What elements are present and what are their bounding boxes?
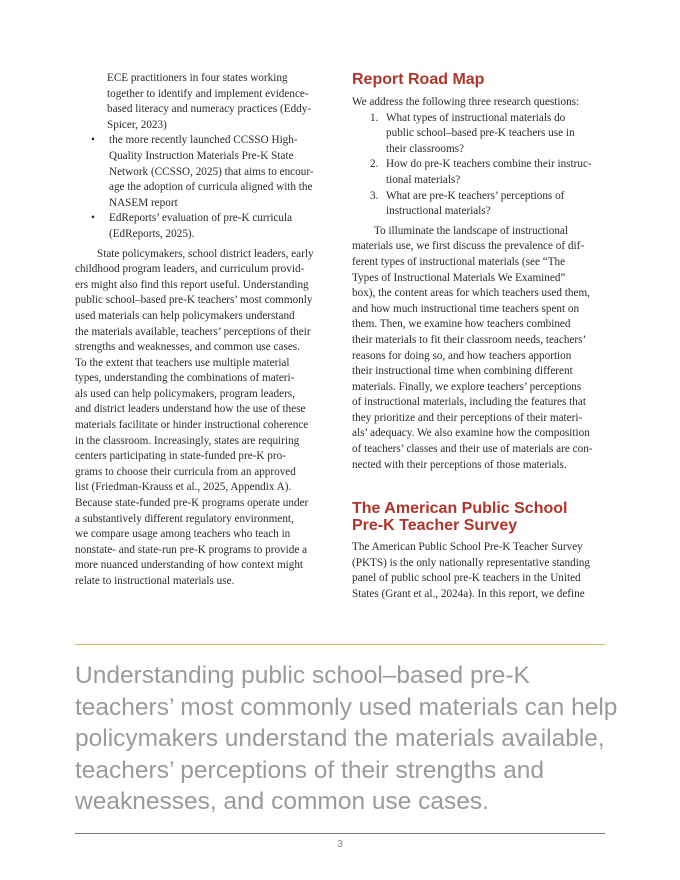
question-item [352,157,610,188]
text-line: NASEM report [109,196,178,209]
question-item [352,111,610,158]
text-line: and how much instructional time teachers spent on [352,302,580,315]
text-line: States (Grant et al., 2024a). In this report, we define [352,588,585,601]
text-line: we compare usage among teachers who teach in [75,528,291,541]
text-line: teachers’ perceptions of their strengths and [75,756,544,784]
text-line: panel of public school pre-K teachers in the United [352,572,581,585]
text-line: they prioritize and their perceptions of their materi- [352,411,583,424]
text-line: nonstate- and state-run pre-K programs to provide a [75,543,308,556]
pull-quote [75,660,635,818]
text-line: in the classroom. Increasingly, states are requiring [75,434,300,447]
roadmap-heading: Report Road Map [352,71,485,88]
text-line: types, understanding the combinations of materi- [75,372,295,385]
text-line: What types of instructional materials do [386,111,566,124]
text-line: more nuanced understanding of how context might [75,559,304,572]
footer-rule [75,833,605,834]
text-line: public school–based pre-K teachers’ most commonly [75,294,313,307]
right-column [352,71,610,603]
text-line: Because state-funded pre-K programs operate under [75,497,309,510]
bullet-icon: • [91,134,95,147]
continued-bullet [75,71,330,133]
roadmap-intro: We address the following three research questions: [352,96,580,108]
text-line: the materials available, teachers’ perceptions of their [75,325,311,338]
text-line: their instructional time when combining different [352,365,573,378]
text-line: How do pre-K teachers combine their instruc- [386,158,592,171]
text-line: box), the content areas for which teachers used them, [352,287,590,300]
survey-paragraph [352,540,610,602]
text-line: Spicer, 2023) [107,118,167,131]
text-line: To the extent that teachers use multiple material [75,356,290,369]
text-line: based literacy and numeracy practices (Eddy- [107,103,312,116]
text-line: Types of Instructional Materials We Examined” [352,271,566,284]
text-line: State policymakers, school district leaders, early [97,247,314,260]
text-line: used materials can help policymakers understand [75,309,295,322]
bullet-item [75,211,330,242]
text-line: their classrooms? [386,142,464,155]
question-number: 2. [370,158,379,171]
text-line: reasons for doing so, and how teachers apportion [352,349,572,362]
text-line: nected with their perceptions of those materials. [352,458,567,471]
body-paragraph [75,247,330,590]
text-line: a substantively different regulatory environment, [75,512,294,525]
text-line: ECE practitioners in four states working [107,72,288,84]
text-line: of teachers’ classes and their use of materials are con- [352,443,593,456]
text-line: public school–based pre-K teachers use in [386,127,575,140]
text-line: relate to instructional materials use. [75,575,235,587]
text-line: (EdReports, 2025). [109,227,195,240]
text-line: grams to choose their curricula from an approved [75,465,296,478]
pull-quote-top-rule [75,644,605,645]
question-number: 1. [370,111,379,124]
text-line: What are pre-K teachers’ perceptions of [386,189,565,202]
text-line: and district leaders understand how the use of these [75,403,306,416]
research-questions-list [352,111,610,220]
text-line: materials facilitate or hinder instructional coherence [75,419,309,432]
page-number: 3 [337,839,343,850]
text-line: The American Public School Pre-K Teacher Survey [352,541,583,554]
text-line: materials use, we first discuss the prevalence of dif- [352,240,585,253]
text-line: (PKTS) is the only nationally representative standing [352,556,590,569]
question-item [352,189,610,220]
text-line: ers might also find this report useful. Understanding [75,278,309,291]
text-line: the more recently launched CCSSO High- [109,134,298,147]
text-line: To illuminate the landscape of instructional [374,224,569,237]
text-line: als used can help policymakers, program leaders, [75,387,295,400]
text-line: teachers’ most commonly used materials can help [75,693,618,721]
text-line: The American Public School [352,500,568,518]
text-line: Quality Instruction Materials Pre-K State [109,149,294,162]
text-line: them. Then, we examine how teachers combined [352,318,571,331]
bullet-item [75,133,330,211]
text-line: Understanding public school–based pre-K [75,662,530,689]
text-line: materials. Finally, we explore teachers’ perceptions [352,380,582,393]
text-line: Network (CCSSO, 2025) that aims to encour- [109,165,314,178]
left-column [75,71,330,590]
survey-heading [352,500,610,534]
bullet-icon: • [91,212,95,225]
text-line: list (Friedman-Krauss et al., 2025, Appendix A). [75,481,292,494]
text-line: tional materials? [386,173,461,186]
text-line: together to identify and implement evidence- [107,87,309,100]
text-line: strengths and weaknesses, and common use cases. [75,341,300,354]
question-number: 3. [370,189,379,202]
text-line: policymakers understand the materials available, [75,725,605,752]
text-line: weaknesses, and common use cases. [75,788,489,815]
body-paragraph [352,224,610,474]
text-line: ferent types of instructional materials (see “The [352,255,566,268]
text-line: their materials to fit their classroom needs, teachers’ [352,333,587,346]
text-line: age the adoption of curricula aligned with the [109,181,313,194]
text-line: childhood program leaders, and curriculum provid- [75,263,305,276]
text-line: EdReports’ evaluation of pre-K curricula [109,212,293,225]
text-line: centers participating in state-funded pre-K pro- [75,450,286,463]
text-line: instructional materials? [386,205,491,218]
text-line: als’ adequacy. We also examine how the composition [352,427,590,440]
text-line: of instructional materials, including the features that [352,396,586,409]
text-line: Pre-K Teacher Survey [352,517,518,535]
